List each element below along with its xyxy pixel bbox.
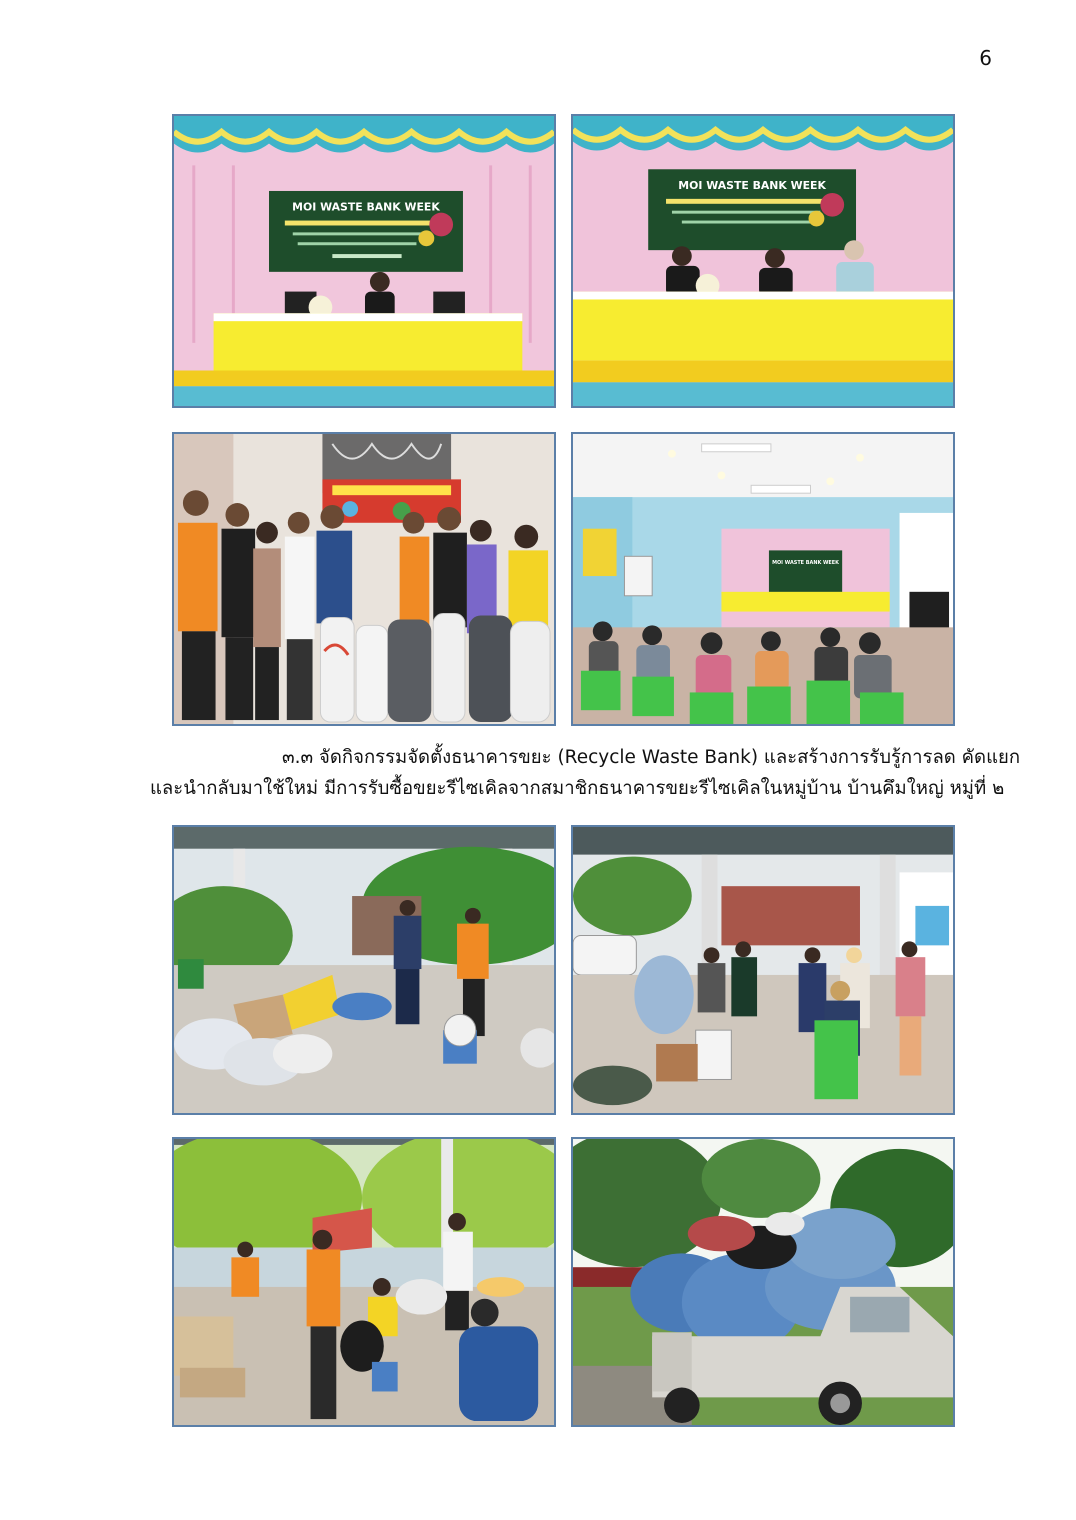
photo-pickup-truck-loaded [571, 1137, 955, 1427]
photo-waste-bank-week-signing-ceremony [571, 114, 955, 408]
banner-text: MOI WASTE BANK WEEK [678, 179, 826, 192]
photo-weighing-recyclables [172, 825, 556, 1115]
photo-members-selling-recyclables [571, 825, 955, 1115]
photo-group-with-waste-bags [172, 432, 556, 726]
photo-waste-bank-week-stage-speaker [172, 114, 556, 408]
banner-text: MOI WASTE BANK WEEK [772, 560, 840, 567]
section-caption [150, 742, 1021, 804]
caption-line-2: และนำกลับมาใช้ใหม่ มีการรับซื้อขยะรีไซเคิลจากสมาชิกธนาคารขยะรีไซเคิลในหมู่บ้าน บ้านคึมใหญ่ หมู่ที่ ๒ [150, 778, 1005, 799]
photo-sorting-recyclables-outdoors [172, 1137, 556, 1427]
banner-text: MOI WASTE BANK WEEK [292, 200, 440, 214]
photo-meeting-hall-audience [571, 432, 955, 726]
page-number: 6 [979, 46, 992, 70]
caption-line-1: ๓.๓ จัดกิจกรรมจัดตั้งธนาคารขยะ (Recycle Waste Bank) และสร้างการรับรู้การลด คัดแยก [282, 747, 1021, 768]
